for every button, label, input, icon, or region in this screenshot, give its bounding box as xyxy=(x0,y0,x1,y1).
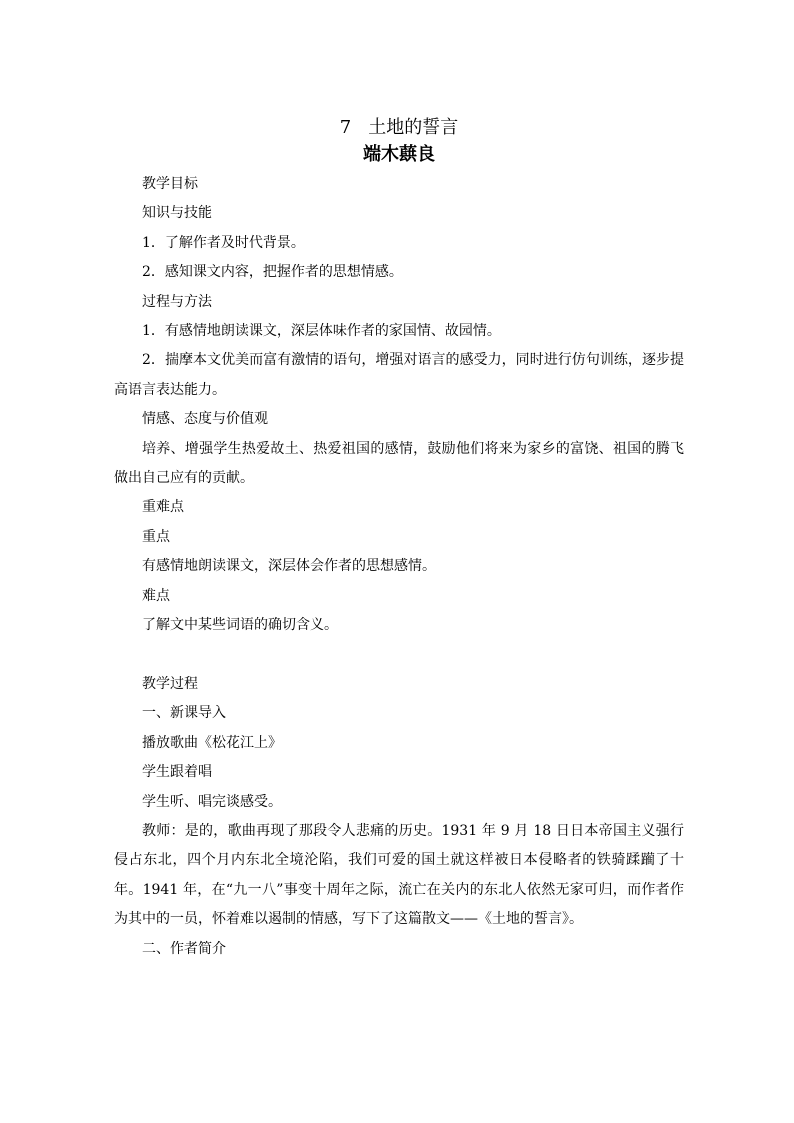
heading-knowledge-skills: 知识与技能 xyxy=(142,205,212,222)
process-step: 学生听、唱完谈感受。 xyxy=(142,793,282,810)
heading-teaching-process: 教学过程 xyxy=(142,675,198,692)
goal-item: 2．感知课文内容，把握作者的思想情感。 xyxy=(142,264,403,281)
goal-item: 1．有感情地朗读课文，深层体味作者的家国情、故园情。 xyxy=(142,323,501,340)
process-step: 学生跟着唱 xyxy=(142,764,212,781)
lesson-title: 7 土地的誓言 xyxy=(339,117,459,138)
heading-emotion-values: 情感、态度与价值观 xyxy=(142,411,268,428)
heading-teaching-goals: 教学目标 xyxy=(142,176,198,192)
process-step: 播放歌曲《松花江上》 xyxy=(142,734,282,751)
heading-key-difficult-points: 重难点 xyxy=(142,499,184,516)
teacher-speech-paragraph: 教师：是的，歌曲再现了那段令人悲痛的历史。1931 年 9 月 18 日日本帝国主义强行侵占东北，四个月内东北全境沦陷，我们可爱的国土就这样被日本侵略者的铁骑蹂躏了十年。1941 年，在“九一八”事变十周年之际，流亡在关内的东北人依然无家可归，而作者作为其中的一员，怀着难以遏制的情感，写下了这篇散文——《土地的誓言》。 xyxy=(114,822,684,928)
heading-difficult-point: 难点 xyxy=(142,587,170,604)
goal-item: 2．揣摩本文优美而富有激情的语句，增强对语言的感受力，同时进行仿句训练，逐步提高语言表达能力。 xyxy=(114,352,684,398)
goal-item: 1．了解作者及时代背景。 xyxy=(142,234,305,251)
section-heading-intro: 一、新课导入 xyxy=(142,705,226,722)
difficult-point-text: 了解文中某些词语的确切含义。 xyxy=(142,617,338,634)
section-heading-author-intro: 二、作者简介 xyxy=(142,940,226,957)
key-point-text: 有感情地朗读课文，深层体会作者的思想感情。 xyxy=(142,558,436,575)
author-name: 端木蕻良 xyxy=(363,144,435,165)
heading-process-methods: 过程与方法 xyxy=(142,293,212,310)
heading-key-point: 重点 xyxy=(142,528,170,545)
blank-line xyxy=(114,641,684,670)
goal-paragraph: 培养、增强学生热爱故土、热爱祖国的感情，鼓励他们将来为家乡的富饶、祖国的腾飞做出自己应有的贡献。 xyxy=(114,440,684,487)
